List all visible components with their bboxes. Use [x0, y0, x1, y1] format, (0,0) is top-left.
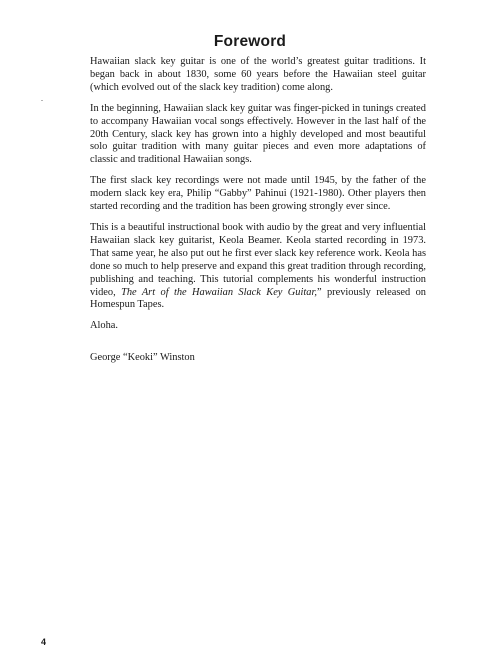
page-title: Foreword — [213, 33, 287, 50]
paragraph-4 — [90, 222, 426, 312]
paragraph-1: Hawaiian slack key guitar is one of the world’s greatest guitar traditions. It began back in about 1830, some 60 years before the Hawaiian steel guitar (which evolved out of the slack key tradition) come along. — [90, 56, 426, 93]
paragraph-4-text: This is a beautiful instructional book with audio by the great and very influential Hawaiian slack key guitarist, Keola Beamer. Keola started recording in 1973. That same year, he also put out he first ever slack key reference work. Keola has done so much to help preserve and expand this great tradition through recording, publishing and teaching. This tutorial complements his wonderful instruction video, — [90, 221, 426, 298]
scan-speck — [41, 100, 43, 101]
paragraph-2: In the beginning, Hawaiian slack key guitar was finger-picked in tunings created to accompany Hawaiian vocal songs effectively. However in the last half of the 20th Century, slack key has grown into a highly developed and most beautiful solo guitar tradition with many guitar pieces and even more adaptations of classic and traditional Hawaiian songs. — [90, 102, 426, 166]
paragraph-3: The first slack key recordings were not made until 1945, by the father of the modern slack key era, Philip “Gabby” Pahinui (1921-1980). Other players then started recording and the tradition has been growing strongly ever since. — [90, 175, 426, 213]
page-number: 4 — [41, 637, 47, 647]
video-title: The Art of the Hawaiian Slack Key Guitar, — [121, 286, 317, 298]
foreword-body — [90, 56, 426, 365]
closing-line: Aloha. — [90, 320, 118, 332]
paragraph-4-text-after: ” previously released on Homespun Tapes. — [90, 286, 427, 311]
signature: George “Keoki” Winston — [90, 352, 195, 364]
